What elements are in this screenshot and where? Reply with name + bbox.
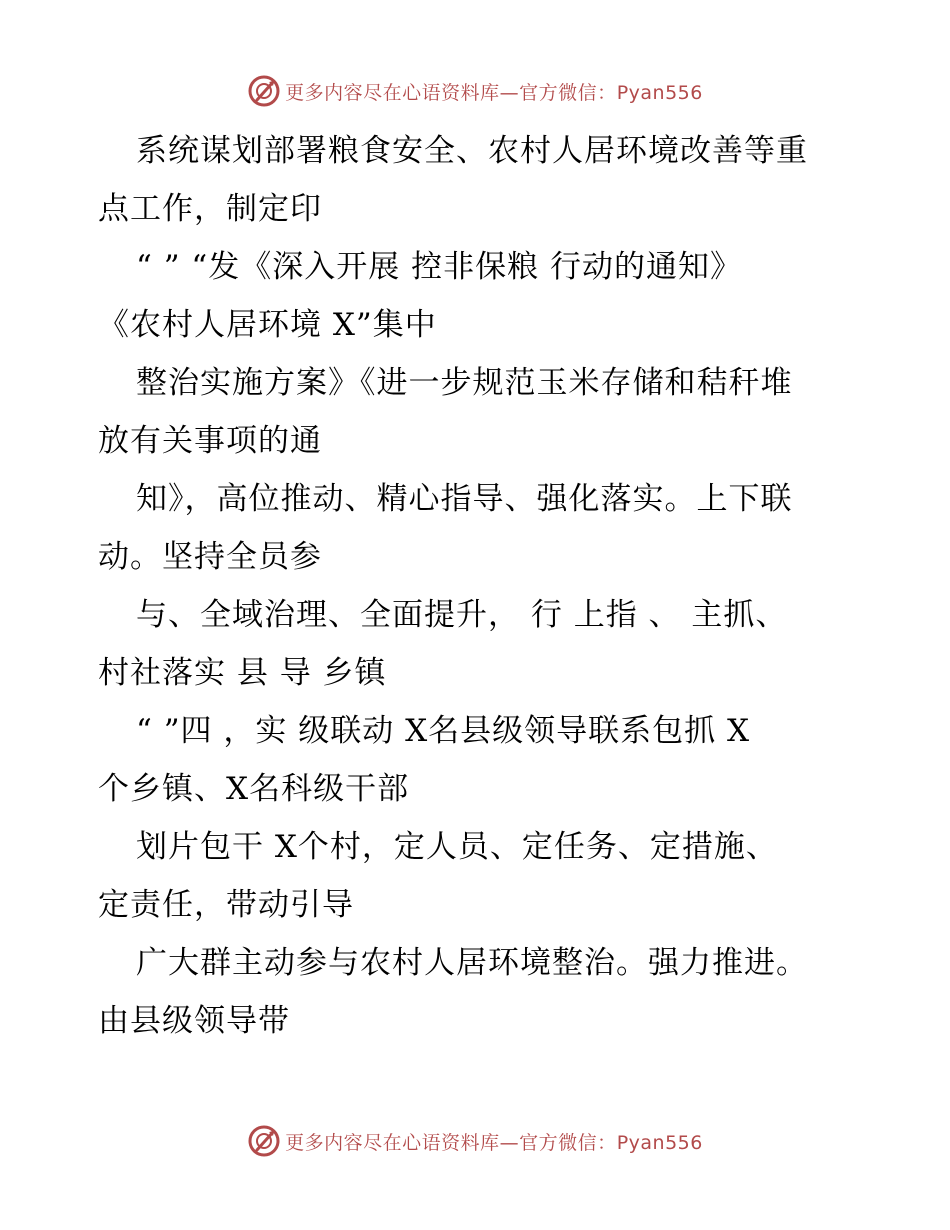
paragraph-line: 划片包干 X个村，定人员、定任务、定措施、 [136, 829, 778, 865]
paragraph [98, 586, 858, 702]
paragraph [98, 934, 858, 1050]
logo-icon [247, 74, 281, 108]
paragraph-line: 定责任，带动引导 [98, 887, 354, 923]
watermark-dash: — [499, 1131, 520, 1154]
footer-watermark [0, 1121, 950, 1161]
watermark-text [285, 78, 703, 105]
watermark-label: 官方微信： [519, 81, 617, 104]
paragraph-line: 由县级领导带 [98, 1003, 290, 1039]
paragraph [98, 702, 858, 818]
watermark-title: 更多内容尽在心语资料库 [285, 1131, 500, 1154]
paragraph-line: 《农村人居环境 X”集中 [98, 307, 437, 343]
watermark-dash: — [499, 81, 520, 104]
paragraph-line: 广大群主动参与农村人居环境整治。强力推进。 [136, 945, 808, 981]
paragraph-line: 动。坚持全员参 [98, 539, 322, 575]
paragraph-line: 个乡镇、X名科级干部 [98, 771, 410, 807]
watermark-title: 更多内容尽在心语资料库 [285, 81, 500, 104]
watermark-label: 官方微信： [519, 1131, 617, 1154]
logo-icon [247, 1124, 281, 1158]
paragraph-line: 与、全域治理、全面提升， 行 上指 、 主抓、 [136, 597, 788, 633]
paragraph [98, 238, 858, 354]
paragraph-line: 放有关事项的通 [98, 423, 322, 459]
paragraph [98, 354, 858, 470]
watermark-wechat: Pyan556 [616, 1131, 703, 1154]
paragraph-line: “ ” “发《深入开展 控非保粮 行动的通知》 [136, 249, 742, 285]
paragraph [98, 470, 858, 586]
paragraph-line: 知》，高位推动、精心指导、强化落实。上下联 [136, 481, 793, 517]
watermark-text [285, 1128, 703, 1155]
paragraph-line: 点工作，制定印 [98, 191, 322, 227]
paragraph [98, 122, 858, 238]
paragraph-line: 村社落实 县 导 乡镇 [98, 655, 387, 691]
header-watermark [0, 71, 950, 111]
paragraph-line: 系统谋划部署粮食安全、农村人居环境改善等重 [136, 133, 808, 169]
paragraph [98, 818, 858, 934]
paragraph-line: “ ”四 ，实 级联动 X名县级领导联系包抓 X [136, 713, 751, 749]
document-body [98, 122, 858, 1050]
paragraph-line: 整治实施方案》《进一步规范玉米存储和秸秆堆 [136, 365, 793, 401]
watermark-wechat: Pyan556 [616, 81, 703, 104]
